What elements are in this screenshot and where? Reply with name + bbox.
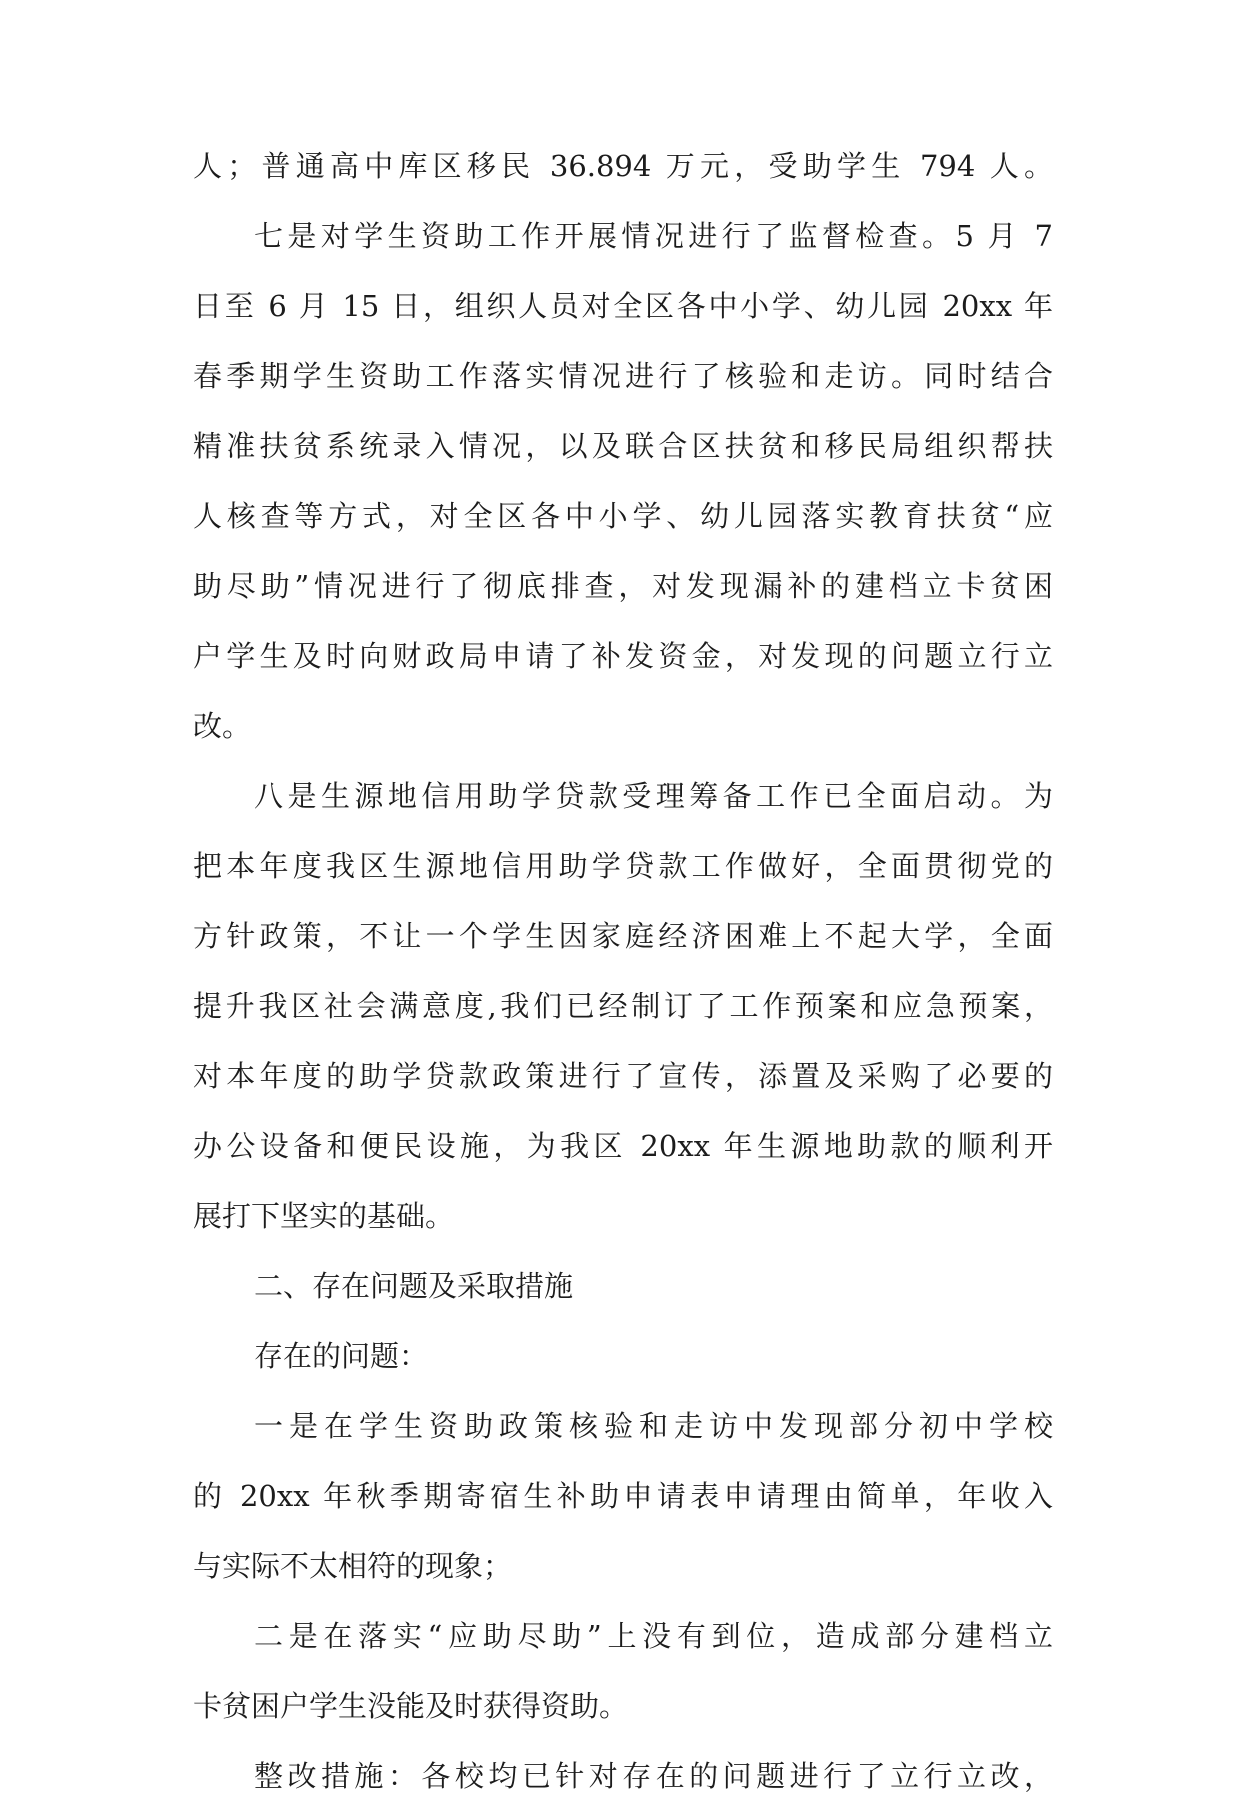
text-line: 七是对学生资助工作开展情况进行了监督检查。5 月 7 xyxy=(254,219,1053,253)
text-line: 八是生源地信用助学贷款受理筹备工作已全面启动。为 xyxy=(254,779,1053,813)
text-line: 人；普通高中库区移民 36.894 万元，受助学生 794 人。 xyxy=(193,149,1053,183)
text-line: 人核查等方式，对全区各中小学、幼儿园落实教育扶贫“应 xyxy=(193,499,1053,533)
text-line: 与实际不太相符的现象； xyxy=(193,1549,513,1583)
text-line: 整改措施：各校均已针对存在的问题进行了立行立改， xyxy=(254,1759,1053,1793)
text-line: 二是在落实“应助尽助”上没有到位，造成部分建档立 xyxy=(254,1619,1053,1653)
text-line: 卡贫困户学生没能及时获得资助。 xyxy=(193,1689,629,1723)
text-line: 展打下坚实的基础。 xyxy=(193,1199,455,1233)
text-line: 助尽助”情况进行了彻底排查，对发现漏补的建档立卡贫困 xyxy=(193,569,1053,603)
text-line: 精准扶贫系统录入情况，以及联合区扶贫和移民局组织帮扶 xyxy=(193,429,1053,463)
text-line: 改。 xyxy=(193,709,252,743)
text-line: 的 20xx 年秋季期寄宿生补助申请表申请理由简单，年收入 xyxy=(193,1479,1053,1513)
section-heading: 二、存在问题及采取措施 xyxy=(254,1269,574,1303)
text-line: 对本年度的助学贷款政策进行了宣传，添置及采购了必要的 xyxy=(193,1059,1053,1093)
text-line: 办公设备和便民设施，为我区 20xx 年生源地助款的顺利开 xyxy=(193,1129,1053,1163)
text-line: 春季期学生资助工作落实情况进行了核验和走访。同时结合 xyxy=(193,359,1053,393)
text-line: 一是在学生资助政策核验和走访中发现部分初中学校 xyxy=(254,1409,1053,1443)
text-line: 户学生及时向财政局申请了补发资金，对发现的问题立行立 xyxy=(193,639,1053,673)
text-line: 提升我区社会满意度,我们已经制订了工作预案和应急预案， xyxy=(193,989,1053,1023)
text-line: 把本年度我区生源地信用助学贷款工作做好，全面贯彻党的 xyxy=(193,849,1053,883)
text-line: 方针政策，不让一个学生因家庭经济困难上不起大学，全面 xyxy=(193,919,1053,953)
text-line: 日至 6 月 15 日，组织人员对全区各中小学、幼儿园 20xx 年 xyxy=(193,289,1053,323)
text-line: 存在的问题： xyxy=(254,1339,429,1373)
